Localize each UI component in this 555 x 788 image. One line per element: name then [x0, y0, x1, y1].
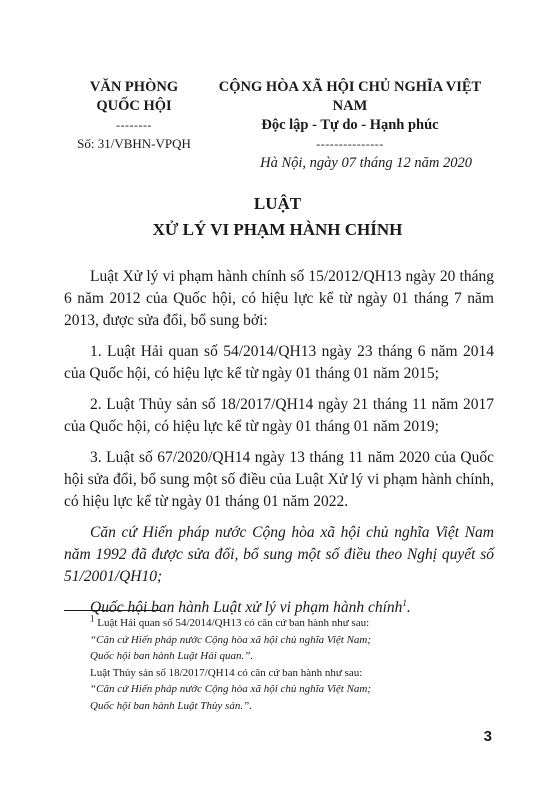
document-title: XỬ LÝ VI PHẠM HÀNH CHÍNH [152, 220, 403, 239]
national-header [200, 78, 500, 172]
issuer-line-2: QUỐC HỘI [96, 98, 172, 114]
country-name: CỘNG HÒA XÃ HỘI CHỦ NGHĨA VIỆT NAM [218, 79, 482, 114]
footnote-divider [64, 610, 160, 611]
footnote-reference[interactable]: 1 [402, 597, 407, 608]
enactment-text: Quốc hội ban hành Luật xử lý vi phạm hành chính [90, 599, 403, 616]
footnote-text-1: Luật Hải quan số 54/2014/QH13 có căn cứ ban hành như sau: [94, 617, 370, 629]
amendment-item-2: 2. Luật Thủy sản số 18/2017/QH14 ngày 21 tháng 11 năm 2017 của Quốc hội, có hiệu lực kể từ ngày 01 tháng 01 năm 2019; [64, 396, 494, 435]
legal-basis-paragraph: Căn cứ Hiến pháp nước Cộng hòa xã hội chủ nghĩa Việt Nam năm 1992 đã được sửa đổi, bổ sung một số điều theo Nghị quyết số 51/2001/QH10; [64, 524, 494, 585]
enactment-end: . [406, 599, 411, 616]
national-motto: Độc lập - Tự do - Hạnh phúc [261, 117, 439, 133]
footnote-line-2: “Căn cứ Hiến pháp nước Cộng hòa xã hội chủ nghĩa Việt Nam; [90, 633, 372, 646]
footnote-line-4: Luật Thủy sản số 18/2017/QH14 có căn cứ ban hành như sau: [90, 666, 363, 679]
document-date: Hà Nội, ngày 07 tháng 12 năm 2020 [260, 155, 472, 171]
page-number: 3 [483, 728, 492, 745]
document-body [64, 266, 494, 619]
motto-separator: --------------- [316, 137, 384, 151]
issuer-line-1: VĂN PHÒNG [89, 79, 179, 95]
footnote-line-3: Quốc hội ban hành Luật Hải quan.”. [90, 650, 254, 662]
document-type: LUẬT [253, 194, 302, 213]
issuer-separator: -------- [116, 118, 152, 132]
footnote-line-1 [64, 615, 494, 632]
document-number: Số: 31/VBHN-VPQH [77, 136, 191, 151]
amendment-item-1: 1. Luật Hải quan số 54/2014/QH13 ngày 23 tháng 6 năm 2014 của Quốc hội, có hiệu lực kể từ ngày 01 tháng 01 năm 2015; [64, 343, 494, 382]
intro-paragraph: Luật Xử lý vi phạm hành chính số 15/2012/QH13 ngày 20 tháng 6 năm 2012 của Quốc hội, có hiệu lực kể từ ngày 01 tháng 7 năm 2013, được sửa đổi, bổ sung bởi: [64, 268, 494, 329]
footnote-marker: 1 [90, 613, 95, 624]
footnote-line-6: Quốc hội ban hành Luật Thủy sản.”. [90, 699, 252, 712]
amendment-item-3: 3. Luật số 67/2020/QH14 ngày 13 tháng 11 năm 2020 của Quốc hội sửa đổi, bổ sung một số điều của Luật Xử lý vi phạm hành chính, có hiệu lực kể từ ngày 01 tháng 01 năm 2022. [64, 449, 494, 510]
footnotes [64, 615, 494, 714]
footnote-line-5: “Căn cứ Hiến pháp nước Cộng hòa xã hội chủ nghĩa Việt Nam; [90, 683, 372, 695]
issuer-block [64, 78, 204, 153]
